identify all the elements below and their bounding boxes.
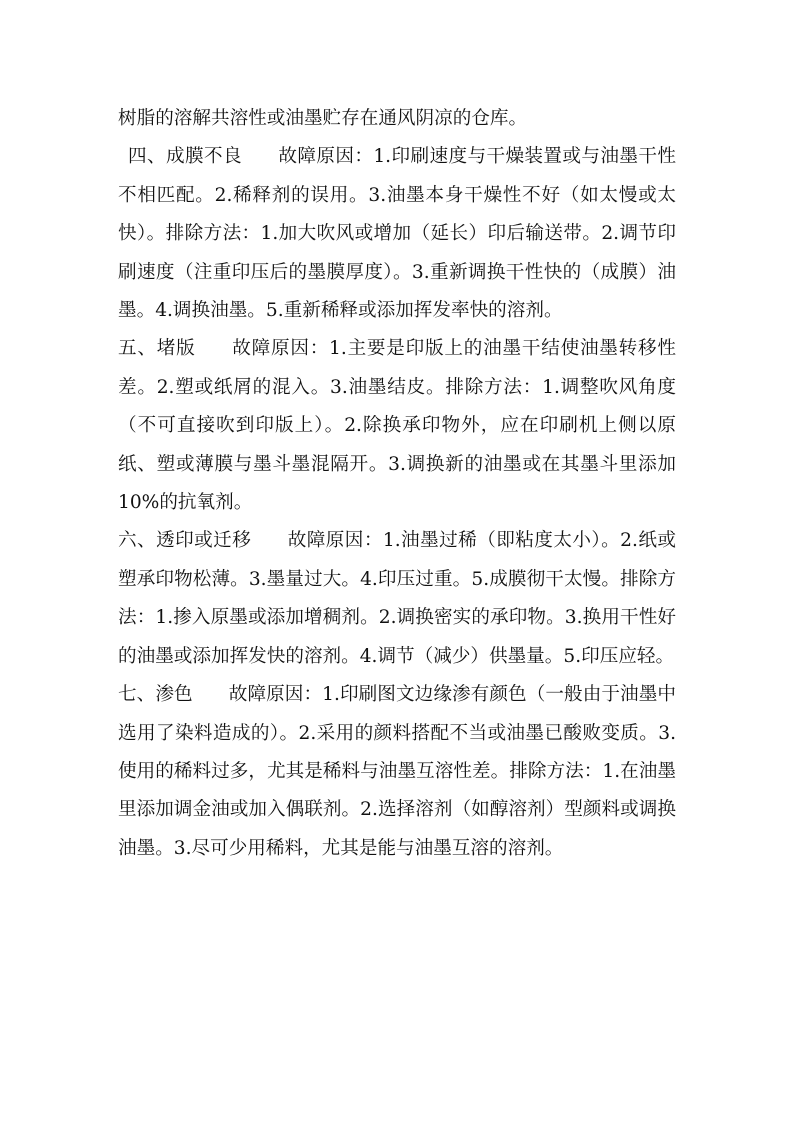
section-heading: 四、成膜不良 <box>128 146 242 168</box>
section-text: 故障原因：1.印刷图文边缘渗有颜色（一般由于油墨中选用了染料造成的）。2.采用的颜料搭配不当或油墨已酸败变质。3.使用的稀料过多，尤其是稀料与油墨互溶性差。排除方法：1.在油墨里添加调金油或加入偶联剂。2.选择溶剂（如醇溶剂）型颜料或调换油墨。3.尽可少用稀料，尤其是能与油墨互溶的溶剂。 <box>118 684 676 859</box>
document-body <box>118 100 676 868</box>
section-heading: 六、透印或迁移 <box>118 530 252 552</box>
section-text: 故障原因：1.印刷速度与干燥装置或与油墨干性不相匹配。2.稀释剂的误用。3.油墨本身干燥性不好（如太慢或太快）。排除方法：1.加大吹风或增加（延长）印后输送带。2.调节印刷速度（注重印压后的墨膜厚度）。3.重新调换干性快的（成膜）油墨。4.调换油墨。5.重新稀释或添加挥发率快的溶剂。 <box>118 146 676 322</box>
section-heading: 五、堵版 <box>118 338 196 360</box>
section-bleeding <box>118 676 676 868</box>
section-plate-blocking <box>118 330 676 522</box>
section-text: 故障原因：1.主要是印版上的油墨干结使油墨转移性差。2.塑或纸屑的混入。3.油墨结皮。排除方法：1.调整吹风角度（不可直接吹到印版上）。2.除换承印物外，应在印刷机上侧以原纸、塑或薄膜与墨斗墨混隔开。3.调换新的油墨或在其墨斗里添加10%的抗氧剂。 <box>118 338 676 514</box>
section-film-forming <box>118 138 676 330</box>
paragraph-text: 树脂的溶解共溶性或油墨贮存在通风阴凉的仓库。 <box>118 108 528 129</box>
section-heading: 七、渗色 <box>118 684 193 706</box>
paragraph-continuation <box>118 100 676 138</box>
section-strike-through <box>118 522 676 676</box>
section-text: 故障原因：1.油墨过稀（即粘度太小）。2.纸或塑承印物松薄。3.墨量过大。4.印压过重。5.成膜彻干太慢。排除方法：1.掺入原墨或添加增稠剂。2.调换密实的承印物。3.换用干性好的油墨或添加挥发快的溶剂。4.调节（减少）供墨量。5.印压应轻。 <box>118 530 676 667</box>
